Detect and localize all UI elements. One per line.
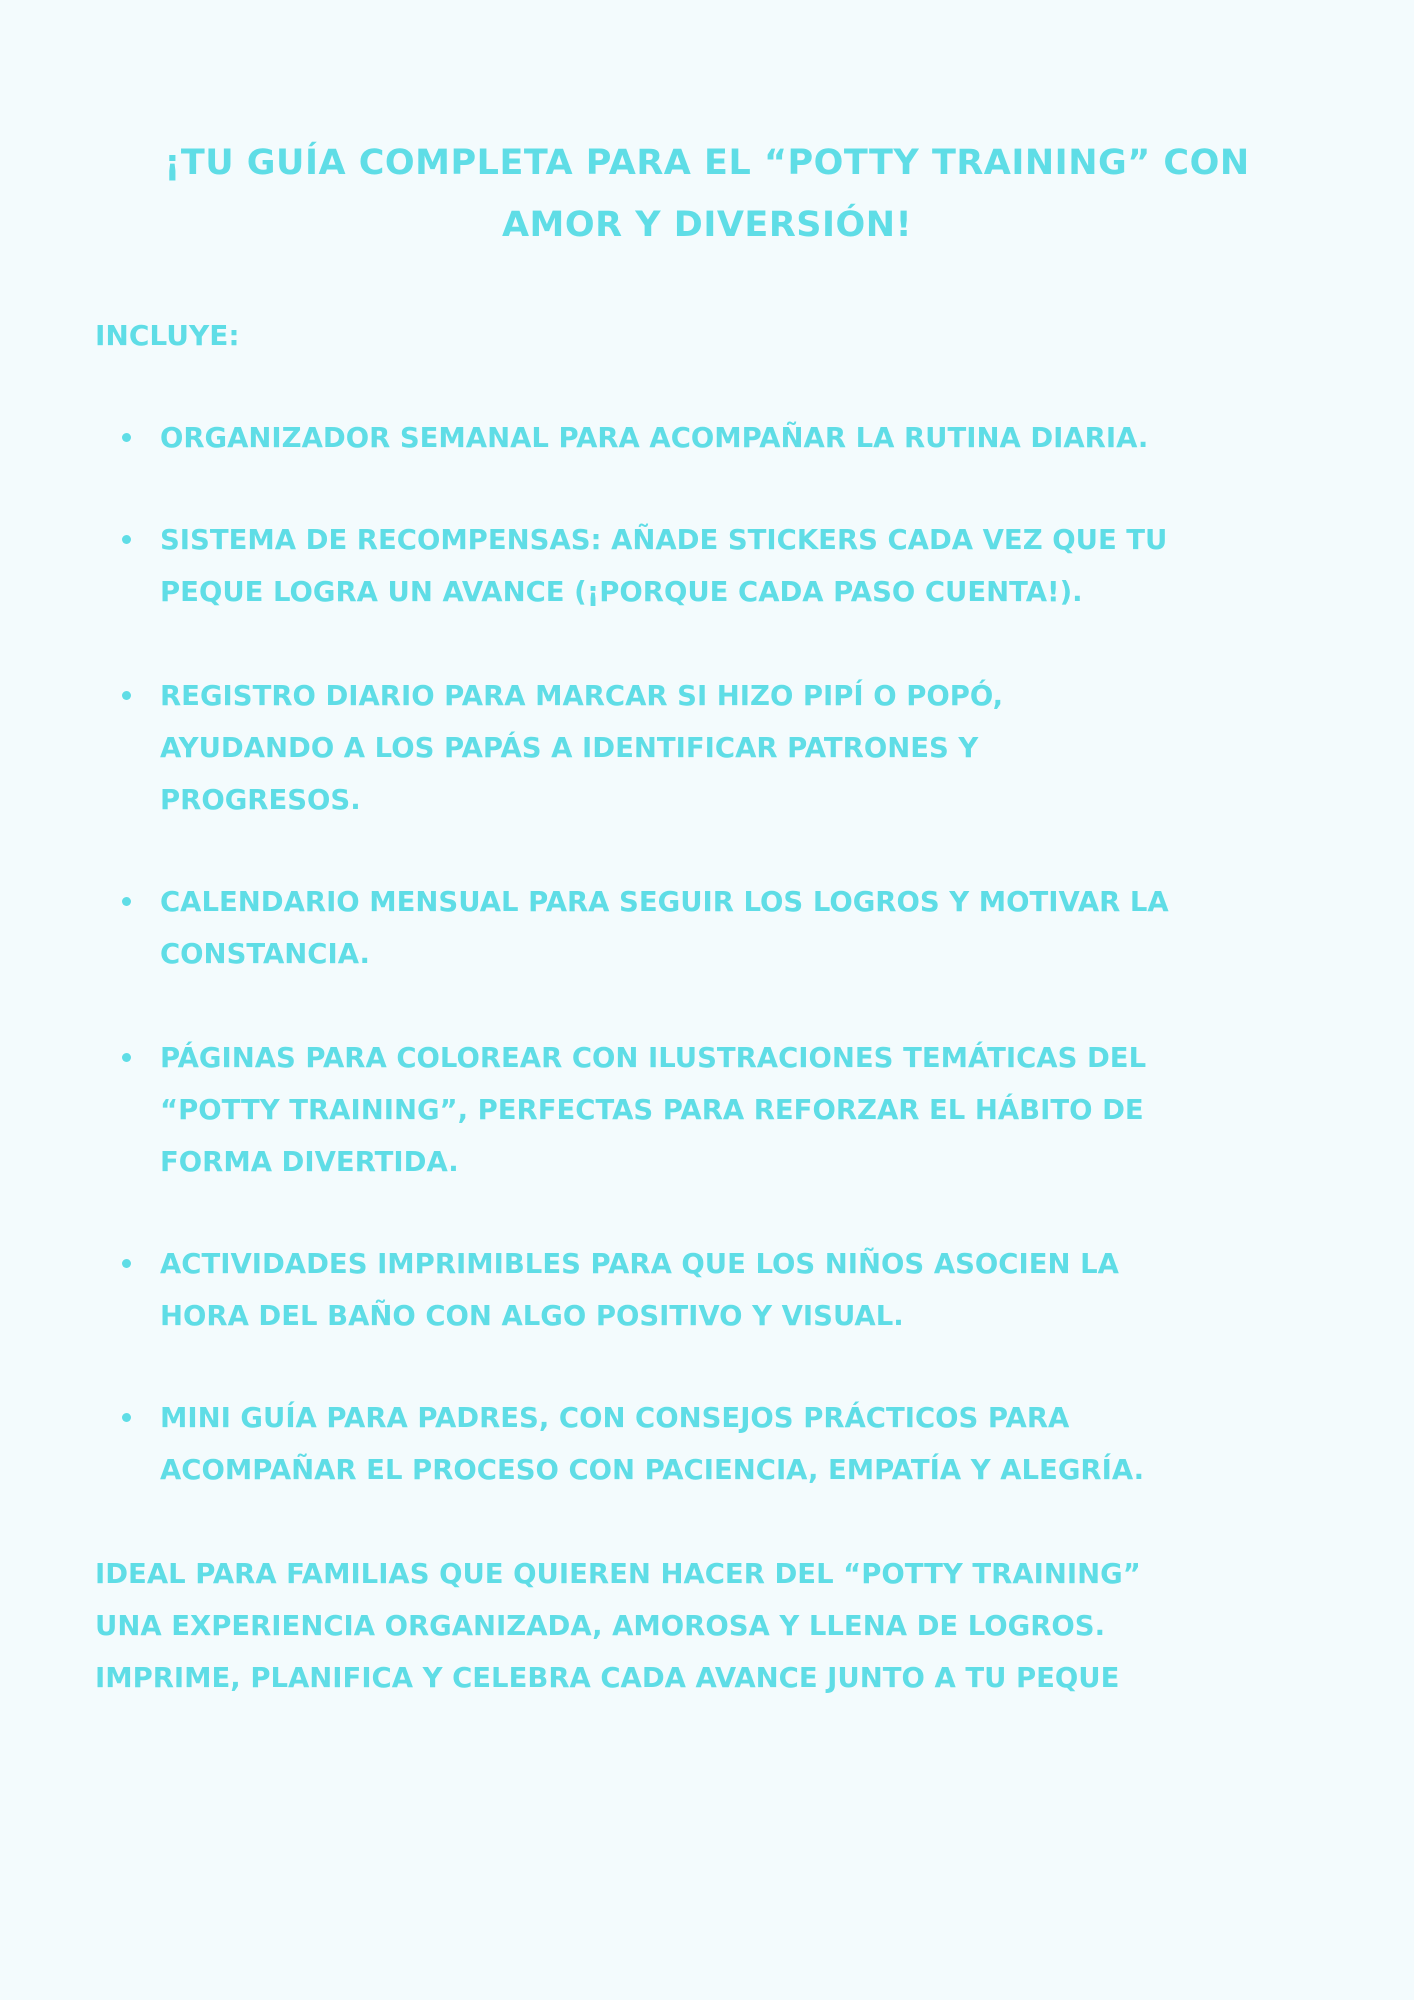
list-item-line: PROGRESOS. bbox=[160, 784, 361, 816]
list-item-line: CONSTANCIA. bbox=[160, 938, 370, 970]
list-item-text bbox=[160, 412, 1322, 464]
closing-line: UNA EXPERIENCIA ORGANIZADA, AMOROSA Y LLENA DE LOGROS. bbox=[95, 1610, 1106, 1642]
closing-paragraph bbox=[95, 1548, 1335, 1704]
list-item-line: PÁGINAS PARA COLOREAR CON ILUSTRACIONES TEMÁTICAS DEL bbox=[160, 1042, 1147, 1074]
closing-line: IMPRIME, PLANIFICA Y CELEBRA CADA AVANCE JUNTO A TU PEQUE bbox=[95, 1662, 1120, 1694]
list-item-line: ACTIVIDADES IMPRIMIBLES PARA QUE LOS NIÑOS ASOCIEN LA bbox=[160, 1248, 1119, 1280]
list-item-line: FORMA DIVERTIDA. bbox=[160, 1146, 459, 1178]
list-item-line: AYUDANDO A LOS PAPÁS A IDENTIFICAR PATRONES Y bbox=[160, 732, 979, 764]
list-item-line: SISTEMA DE RECOMPENSAS: AÑADE STICKERS CADA VEZ QUE TU bbox=[160, 524, 1168, 556]
list-item-line: ACOMPAÑAR EL PROCESO CON PACIENCIA, EMPATÍA Y ALEGRÍA. bbox=[160, 1454, 1145, 1486]
list-item-text bbox=[160, 514, 1322, 618]
bullet-icon bbox=[122, 535, 131, 544]
list-item-text bbox=[160, 1032, 1322, 1188]
bullet-icon bbox=[122, 433, 131, 442]
bullet-icon bbox=[122, 1413, 131, 1422]
list-item-line: HORA DEL BAÑO CON ALGO POSITIVO Y VISUAL. bbox=[160, 1300, 904, 1332]
bullet-icon bbox=[122, 897, 131, 906]
bullet-icon bbox=[122, 1053, 131, 1062]
list-item-line: REGISTRO DIARIO PARA MARCAR SI HIZO PIPÍ O POPÓ, bbox=[160, 680, 1004, 712]
list-item-line: CALENDARIO MENSUAL PARA SEGUIR LOS LOGROS Y MOTIVAR LA bbox=[160, 886, 1169, 918]
list-item-text bbox=[160, 670, 1322, 826]
title-line: AMOR Y DIVERSIÓN! bbox=[501, 205, 913, 245]
list-item-text bbox=[160, 1392, 1322, 1496]
closing-line: IDEAL PARA FAMILIAS QUE QUIEREN HACER DEL “POTTY TRAINING” bbox=[95, 1558, 1141, 1590]
list-item-line: ORGANIZADOR SEMANAL PARA ACOMPAÑAR LA RUTINA DIARIA. bbox=[160, 422, 1149, 454]
includes-heading: INCLUYE: bbox=[95, 319, 240, 352]
list-item-line: MINI GUÍA PARA PADRES, CON CONSEJOS PRÁCTICOS PARA bbox=[160, 1402, 1070, 1434]
list-item-line: PEQUE LOGRA UN AVANCE (¡PORQUE CADA PASO CUENTA!). bbox=[160, 576, 1083, 608]
list-item-text bbox=[160, 876, 1322, 980]
bullet-icon bbox=[122, 691, 131, 700]
list-item-text bbox=[160, 1238, 1322, 1342]
list-item-line: “POTTY TRAINING”, PERFECTAS PARA REFORZAR EL HÁBITO DE bbox=[160, 1094, 1144, 1126]
title-line: ¡TU GUÍA COMPLETA PARA EL “POTTY TRAINING” CON bbox=[164, 143, 1250, 183]
bullet-icon bbox=[122, 1259, 131, 1268]
